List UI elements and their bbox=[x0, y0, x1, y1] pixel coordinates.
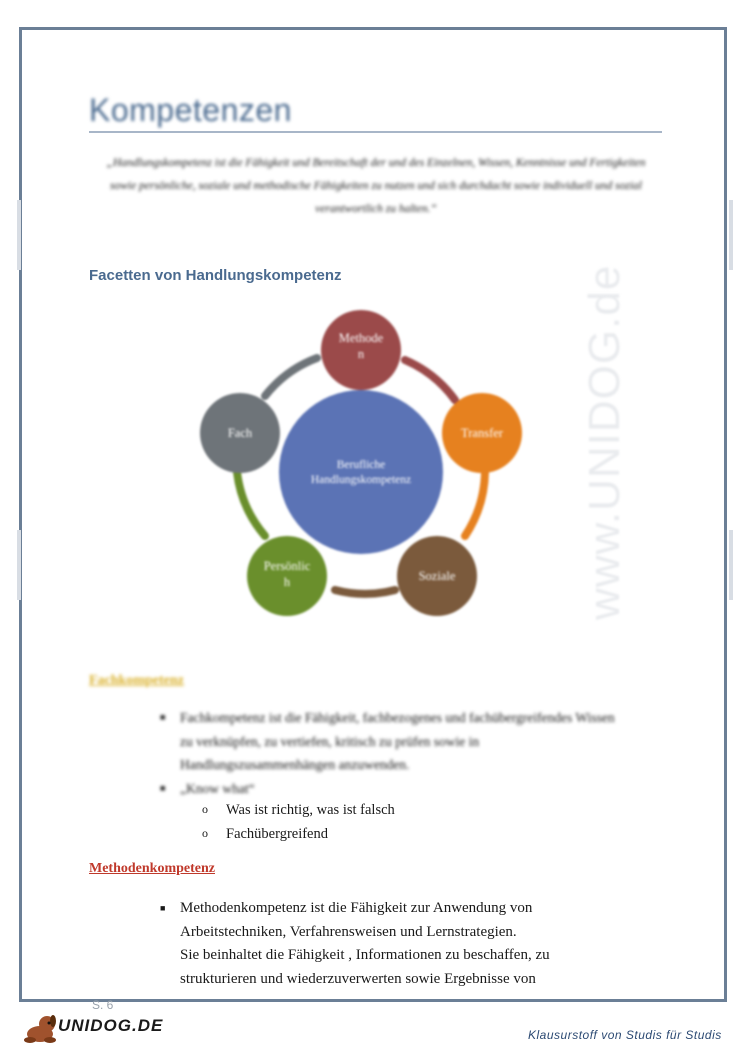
page-edge-mark bbox=[729, 200, 733, 270]
list-item bbox=[160, 897, 550, 921]
bullet-square-icon: ■ bbox=[160, 903, 166, 913]
sub-item-fachuebergreifend: Fachübergreifend bbox=[226, 826, 328, 842]
watermark: www.UNIDOG.de bbox=[580, 264, 629, 620]
center-label-line1: Berufliche bbox=[336, 459, 386, 471]
node-methoden-label-2: n bbox=[357, 347, 365, 361]
methoden-line-4: strukturieren und wiederzuverwerten sowie Ergebnisse von bbox=[180, 970, 536, 987]
node-transfer-label: Transfer bbox=[461, 426, 503, 440]
connector-persoenlich-fach bbox=[237, 472, 265, 536]
bullet-square-icon: ■ bbox=[160, 782, 166, 793]
logo-text: UNIDOG.DE bbox=[58, 1016, 164, 1035]
list-item bbox=[160, 706, 630, 777]
sub-item-richtig-falsch: Was ist richtig, was ist falsch bbox=[226, 802, 395, 818]
node-persoenlich-label-2: h bbox=[283, 575, 291, 589]
definition-quote: „Handlungskompetenz ist die Fähigkeit und Bereitschaft der und des Einzelnen, Wissen, Kenntnisse und Fertigkeiten sowie persönliche, soziale und methodische Fähigkeiten zu nutzen und sich durchdacht sowie individuell und sozial verantwortlich zu halten.“ bbox=[106, 157, 646, 215]
list-item bbox=[202, 826, 328, 843]
methoden-line-3: Sie beinhaltet die Fähigkeit , Informationen zu beschaffen, zu bbox=[180, 947, 550, 963]
node-fach-label: Fach bbox=[227, 426, 253, 440]
page-edge-mark bbox=[17, 530, 21, 600]
node-soziale-label: Soziale bbox=[418, 569, 456, 583]
footer-tagline: Klausurstoff von Studis für Studis bbox=[528, 1028, 722, 1042]
center-label-line2: Handlungskompetenz bbox=[310, 474, 412, 486]
cycle-diagram-svg bbox=[185, 300, 565, 630]
competence-cycle-diagram bbox=[185, 300, 565, 630]
fachkompetenz-heading: Fachkompetenz bbox=[89, 673, 184, 688]
node-methoden-label-1: Methode bbox=[338, 331, 384, 345]
connector-transfer-soziale bbox=[465, 472, 485, 536]
page-edge-mark bbox=[17, 200, 21, 270]
section-heading: Facetten von Handlungskompetenz bbox=[89, 267, 342, 284]
fachkompetenz-definition: Fachkompetenz ist die Fähigkeit, fachbezogenes und fachübergreifendes Wissen zu verknüpfen, zu vertiefen, kritisch zu prüfen sowie in Handlungszusammenhängen anzuwenden. bbox=[180, 710, 615, 772]
bullet-circle-icon: o bbox=[202, 802, 208, 816]
connector-fach-methoden bbox=[265, 358, 317, 396]
connector-soziale-persoenlich bbox=[335, 590, 395, 594]
center-circle bbox=[279, 390, 443, 554]
methoden-line-1: Methodenkompetenz ist die Fähigkeit zur Anwendung von bbox=[180, 900, 533, 916]
fachkompetenz-bullets bbox=[160, 706, 630, 800]
unidog-logo bbox=[22, 1012, 164, 1046]
page-title: Kompetenzen bbox=[89, 92, 292, 128]
know-what-item: „Know what“ bbox=[180, 780, 255, 796]
title-divider bbox=[89, 131, 662, 133]
list-item bbox=[160, 777, 630, 801]
node-persoenlich-label-1: Persönlic bbox=[263, 559, 311, 573]
methodenkompetenz-paragraph bbox=[160, 897, 550, 991]
list-item bbox=[202, 802, 395, 819]
page-edge-mark bbox=[729, 530, 733, 600]
page-number: S. 6 bbox=[92, 998, 114, 1012]
methodenkompetenz-heading: Methodenkompetenz bbox=[89, 861, 215, 876]
bullet-circle-icon: o bbox=[202, 826, 208, 840]
bullet-square-icon: ■ bbox=[160, 712, 166, 722]
methoden-line-2: Arbeitstechniken, Verfahrensweisen und Lernstrategien. bbox=[180, 923, 517, 940]
dog-icon bbox=[22, 1012, 62, 1046]
connector-methoden-transfer bbox=[405, 360, 455, 400]
